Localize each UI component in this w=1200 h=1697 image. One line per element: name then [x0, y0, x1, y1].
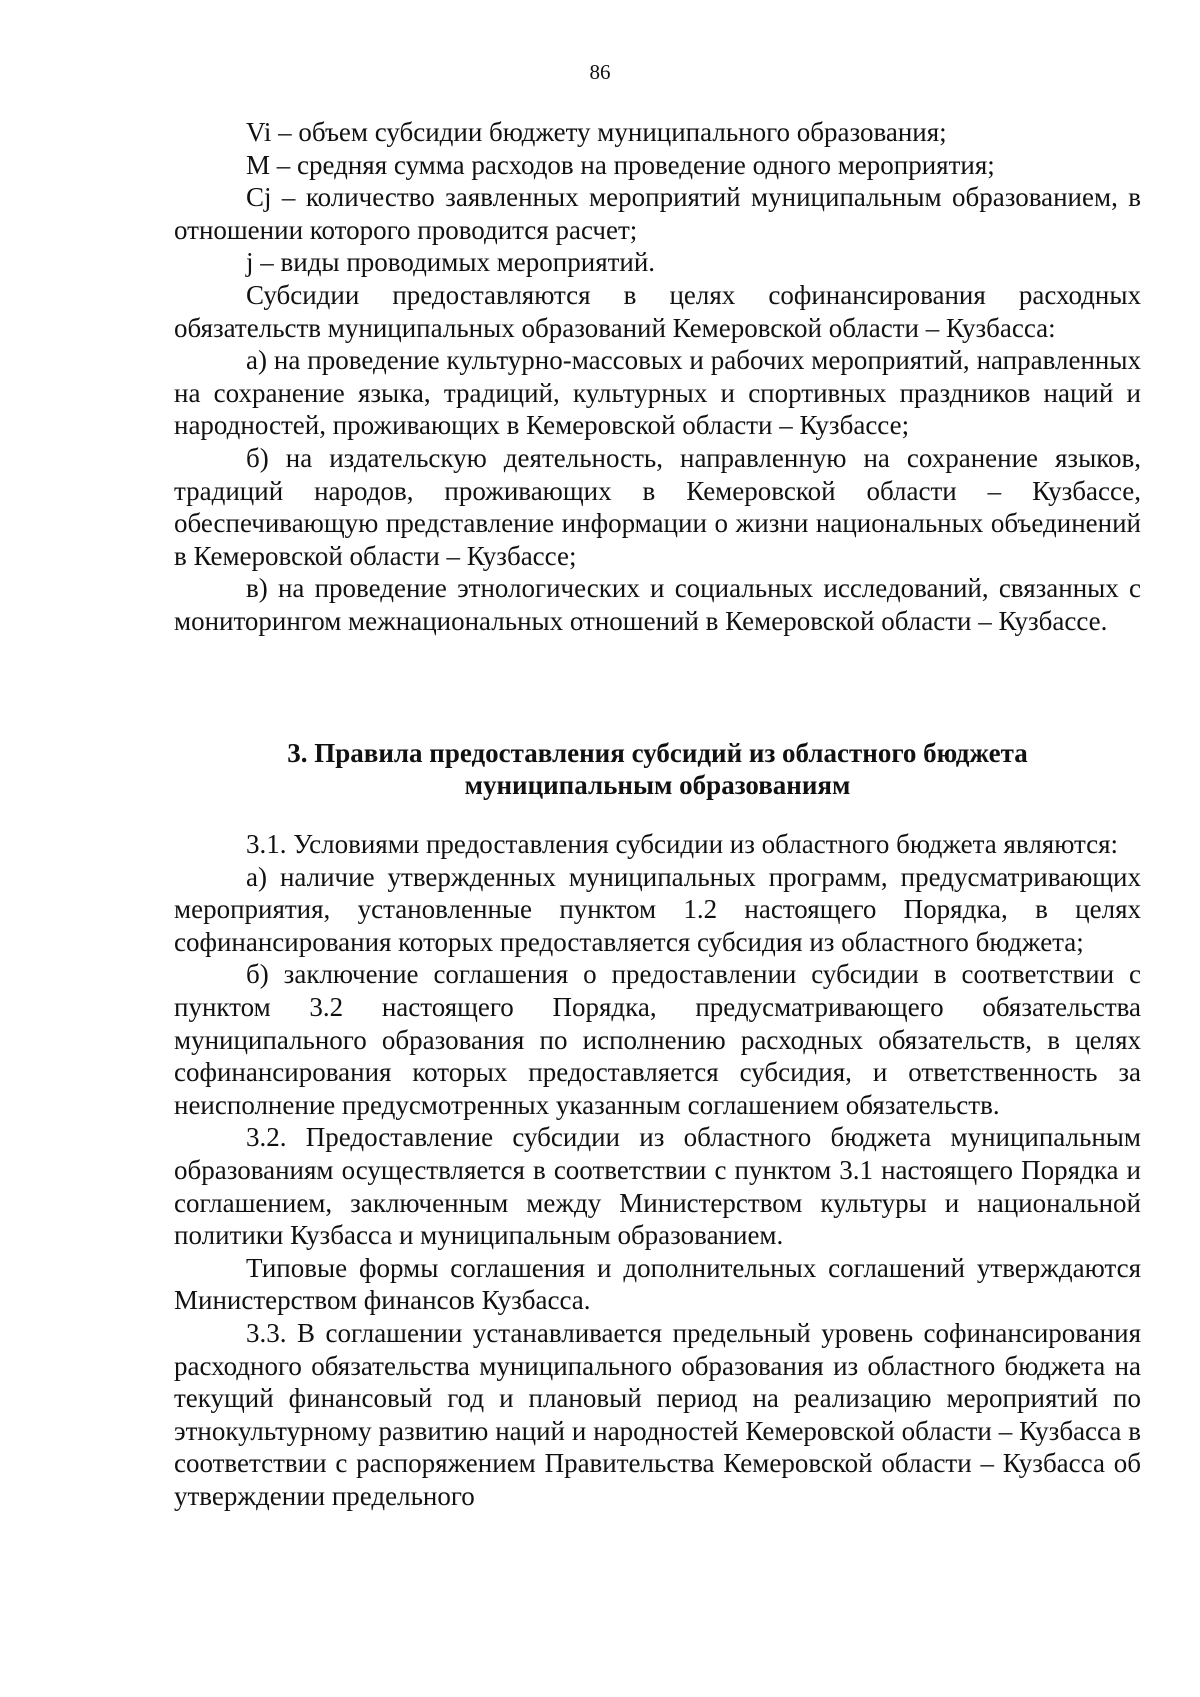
section-heading-line-2: муниципальным образованиям [464, 770, 851, 800]
clause-3-1: 3.1. Условиями предоставления субсидии из областного бюджета являются: [246, 829, 1119, 859]
legend-j: j – виды проводимых мероприятий. [246, 247, 656, 278]
section-heading-line-1: 3. Правила предоставления субсидий из областного бюджета [287, 738, 1028, 768]
section-heading [174, 737, 1141, 801]
legend-cj: Cj – количество заявленных мероприятий муниципальным образованием, в отношении которого проводится расчет; [174, 182, 1141, 245]
purpose-item-v: в) на проведение этнологических и социальных исследований, связанных с мониторингом межнациональных отношений в Кемеровской области – Кузбассе. [174, 573, 1141, 636]
formula-legend-and-purposes [174, 116, 1141, 638]
clause-3-2: 3.2. Предоставление субсидии из областного бюджета муниципальным образованиям осуществляется в соответствии с пунктом 3.1 настоящего Порядка и соглашением, заключенным между Министерством культуры и национальной политики Кузбасса и муниципальным образованием. [174, 1122, 1141, 1251]
clause-3-1-b: б) заключение соглашения о предоставлении субсидии в соответствии с пунктом 3.2 настоящего Порядка, предусматривающего обязательства муниципального образования по исполнению расходных обязательств, в целях софинансирования которых предоставляется субсидия, и ответственность за неисполнение предусмотренных указанным соглашением обязательств. [174, 959, 1141, 1120]
purpose-item-a: а) на проведение культурно-массовых и рабочих мероприятий, направленных на сохранение языка, традиций, культурных и спортивных праздников наций и народностей, проживающих в Кемеровской области – Кузбассе; [174, 345, 1141, 441]
section-3-body [174, 828, 1141, 1512]
clause-3-1-a: а) наличие утвержденных муниципальных программ, предусматривающих мероприятия, установленные пунктом 1.2 настоящего Порядка, в целях софинансирования которых предоставляется субсидия из областного бюджета; [174, 861, 1141, 957]
standard-forms-paragraph: Типовые формы соглашения и дополнительных соглашений утверждаются Министерством финансов Кузбасса. [174, 1252, 1141, 1316]
purpose-item-b: б) на издательскую деятельность, направленную на сохранение языков, традиций народов, проживающих в Кемеровской области – Кузбассе, обеспечивающую представление информации о жизни национальных объединений в Кемеровской области – Кузбассе; [174, 442, 1141, 571]
page-number: 86 [589, 60, 611, 84]
legend-vi: Vi – объем субсидии бюджету муниципального образования; [246, 117, 947, 147]
clause-3-3: 3.3. В соглашении устанавливается предельный уровень софинансирования расходного обязательства муниципального образования из областного бюджета на текущий финансовый год и плановый период на реализацию мероприятий по этнокультурному развитию наций и народностей Кемеровской области – Кузбасса в соответствии с распоряжением Правительства Кемеровской области – Кузбасса об утверждении предельного [174, 1317, 1141, 1511]
subsidy-purpose-intro: Субсидии предоставляются в целях софинансирования расходных обязательств муниципальных образований Кемеровской области – Кузбасса: [174, 279, 1141, 343]
legend-m: M – средняя сумма расходов на проведение одного мероприятия; [246, 149, 995, 180]
